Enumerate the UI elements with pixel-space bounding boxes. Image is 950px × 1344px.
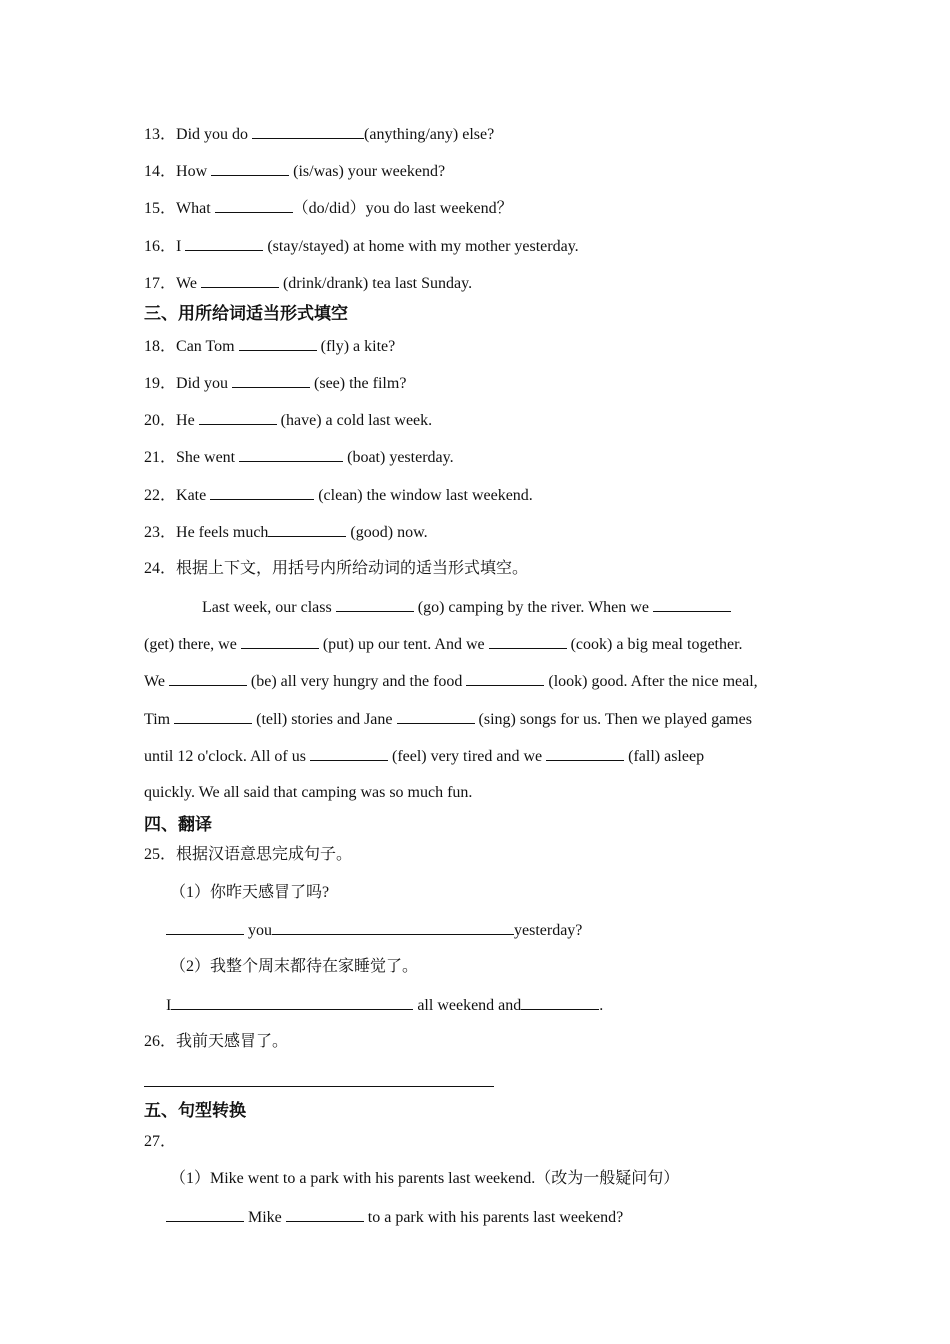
- passage-line-2: [144, 634, 743, 655]
- passage-line-4: [144, 709, 752, 730]
- question-24-instruction: [144, 559, 528, 579]
- question-27: [144, 1132, 176, 1152]
- question-text: Can Tom: [176, 338, 239, 355]
- question-text: you: [244, 922, 272, 939]
- passage-text: We: [144, 673, 169, 690]
- question-text: Did you do: [176, 126, 253, 143]
- answer-blank[interactable]: [489, 634, 567, 649]
- answer-blank[interactable]: [201, 273, 279, 288]
- question-number: 21．: [144, 449, 177, 466]
- answer-blank[interactable]: [336, 597, 414, 612]
- question-27-part-1-answer: [166, 1207, 623, 1228]
- answer-blank[interactable]: [466, 671, 544, 686]
- question-text: (boat) yesterday.: [343, 449, 454, 466]
- passage-text: (sing) songs for us. Then we played games: [474, 711, 752, 728]
- question-text: to a park with his parents last weekend?: [363, 1209, 624, 1226]
- question-number: 22．: [144, 487, 177, 504]
- answer-blank[interactable]: [232, 373, 310, 388]
- answer-blank[interactable]: [185, 236, 263, 251]
- question-18: [144, 336, 395, 357]
- question-text: (clean) the window last weekend.: [314, 487, 533, 504]
- answer-blank[interactable]: [166, 1207, 244, 1222]
- question-number: 18．: [144, 338, 177, 355]
- question-number: 23．: [144, 524, 177, 541]
- answer-blank[interactable]: [310, 746, 388, 761]
- question-15: [144, 198, 513, 219]
- passage-line-6: quickly. We all said that camping was so much fun.: [144, 784, 473, 801]
- answer-blank[interactable]: [210, 485, 314, 500]
- question-text: What: [176, 200, 215, 217]
- question-number: 13．: [144, 126, 177, 143]
- passage-line-5: [144, 746, 704, 767]
- answer-blank[interactable]: [211, 161, 289, 176]
- question-number: 19．: [144, 375, 177, 392]
- question-16: [144, 236, 579, 257]
- question-text: We: [176, 275, 201, 292]
- passage-text: until 12 o'clock. All of us: [144, 748, 310, 765]
- question-19: [144, 373, 406, 394]
- question-text: (have) a cold last week.: [276, 412, 433, 429]
- question-26: [144, 1032, 288, 1052]
- answer-blank[interactable]: [241, 634, 319, 649]
- question-14: [144, 161, 445, 182]
- question-20: [144, 410, 432, 431]
- question-number: 25．: [144, 846, 177, 863]
- passage-text: (look) good. After the nice meal,: [544, 673, 758, 690]
- passage-text: (cook) a big meal together.: [566, 636, 743, 653]
- answer-blank[interactable]: [272, 920, 514, 935]
- question-text: Kate: [176, 487, 211, 504]
- answer-blank[interactable]: [199, 410, 277, 425]
- answer-blank[interactable]: [239, 336, 317, 351]
- answer-blank[interactable]: [174, 709, 252, 724]
- answer-blank[interactable]: [169, 671, 247, 686]
- question-21: [144, 447, 454, 468]
- question-25-part-2-prompt: （2）我整个周末都待在家睡觉了。: [170, 958, 419, 975]
- question-25-part-1-prompt: （1）你昨天感冒了吗?: [170, 884, 330, 901]
- question-17: [144, 273, 472, 294]
- answer-blank[interactable]: [268, 522, 346, 537]
- answer-blank[interactable]: [252, 124, 364, 139]
- question-text: .: [599, 997, 604, 1014]
- question-22: [144, 485, 533, 506]
- answer-blank[interactable]: [239, 447, 343, 462]
- question-text: yesterday?: [514, 922, 583, 939]
- question-27-part-1-prompt: （1）Mike went to a park with his parents last weekend.（改为一般疑问句）: [170, 1170, 680, 1187]
- question-25-instruction: [144, 845, 352, 865]
- question-text: 我前天感冒了。: [176, 1033, 289, 1050]
- question-number: 24．: [144, 560, 177, 577]
- question-13: [144, 124, 494, 145]
- question-text: (anything/any) else?: [364, 126, 495, 143]
- question-number: 20．: [144, 412, 177, 429]
- passage-text: (fall) asleep: [624, 748, 705, 765]
- passage-text: (tell) stories and Jane: [252, 711, 397, 728]
- question-text: He feels much: [176, 524, 269, 541]
- answer-blank[interactable]: [286, 1207, 364, 1222]
- question-number: 14．: [144, 163, 177, 180]
- question-number: 16．: [144, 238, 177, 255]
- question-text: (good) now.: [346, 524, 428, 541]
- question-text: Did you: [176, 375, 233, 392]
- question-number: 26．: [144, 1033, 177, 1050]
- passage-text: (go) camping by the river. When we: [413, 599, 653, 616]
- answer-line[interactable]: [144, 1086, 494, 1087]
- question-text: I: [166, 997, 172, 1014]
- answer-blank[interactable]: [171, 995, 413, 1010]
- passage-line-3: [144, 671, 758, 692]
- question-number: 17．: [144, 275, 177, 292]
- passage-text: (feel) very tired and we: [387, 748, 547, 765]
- question-25-part-1-answer: [166, 920, 582, 941]
- passage-text: Tim: [144, 711, 175, 728]
- answer-blank[interactable]: [397, 709, 475, 724]
- answer-blank[interactable]: [546, 746, 624, 761]
- section-heading-4: 四、翻译: [144, 815, 212, 835]
- question-25-part-2-answer: [166, 995, 603, 1016]
- question-text: How: [176, 163, 212, 180]
- question-23: [144, 522, 428, 543]
- question-text: I: [176, 238, 186, 255]
- question-text: She went: [176, 449, 240, 466]
- answer-blank[interactable]: [653, 597, 731, 612]
- question-text: (is/was) your weekend?: [289, 163, 446, 180]
- question-text: (fly) a kite?: [316, 338, 396, 355]
- question-number: 27．: [144, 1133, 177, 1150]
- passage-text: Last week, our class: [202, 599, 336, 616]
- section-heading-5: 五、句型转换: [144, 1101, 246, 1121]
- passage-text: (be) all very hungry and the food: [246, 673, 467, 690]
- question-text: (see) the film?: [310, 375, 407, 392]
- passage-text: (get) there, we: [144, 636, 241, 653]
- section-heading-3: 三、用所给词适当形式填空: [144, 304, 348, 324]
- question-text: （do/did）you do last weekend？: [292, 200, 513, 217]
- passage-text: (put) up our tent. And we: [318, 636, 489, 653]
- question-text: all weekend and: [413, 997, 522, 1014]
- answer-blank[interactable]: [521, 995, 599, 1010]
- question-number: 15．: [144, 200, 177, 217]
- question-text: Mike: [244, 1209, 286, 1226]
- answer-blank[interactable]: [166, 920, 244, 935]
- answer-blank[interactable]: [215, 198, 293, 213]
- passage-line-1: [202, 597, 731, 618]
- question-text: (stay/stayed) at home with my mother yesterday.: [263, 238, 579, 255]
- question-text: 根据汉语意思完成句子。: [176, 846, 353, 863]
- question-text: 根据上下文，用括号内所给动词的适当形式填空。: [176, 560, 529, 577]
- question-text: He: [176, 412, 199, 429]
- question-text: (drink/drank) tea last Sunday.: [278, 275, 473, 292]
